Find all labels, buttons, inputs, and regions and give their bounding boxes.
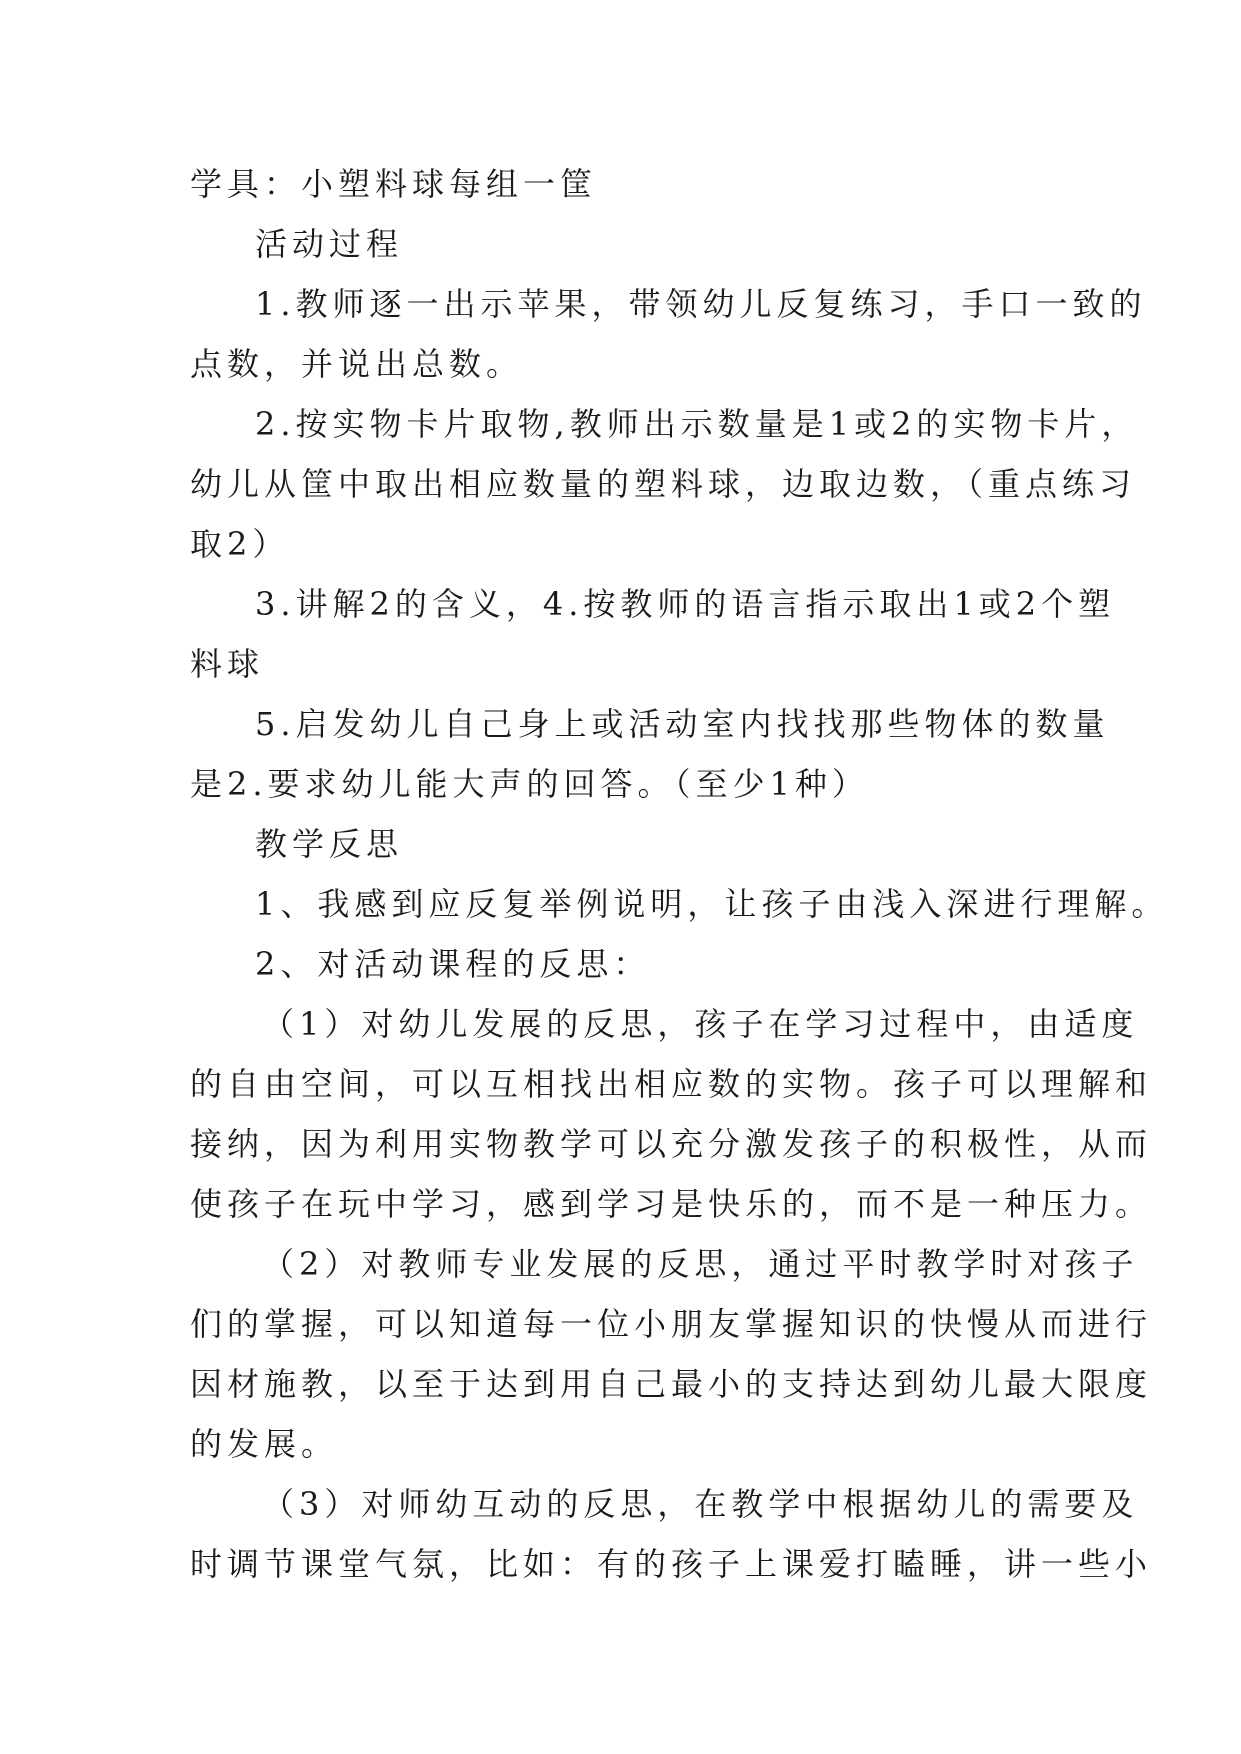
text-line: 3.讲解2的含义，4.按教师的语言指示取出1或2个塑 [255, 585, 1116, 623]
section-heading: 教学反思 [255, 825, 404, 863]
text-line: 点数，并说出总数。 [190, 345, 524, 383]
text-line: 学具：小塑料球每组一筐 [190, 165, 598, 203]
text-line: 接纳，因为利用实物教学可以充分激发孩子的积极性，从而 [190, 1125, 1153, 1163]
section-heading: 活动过程 [255, 225, 404, 263]
text-line: 因材施教，以至于达到用自己最小的支持达到幼儿最大限度 [190, 1365, 1153, 1403]
text-line: 的发展。 [190, 1425, 339, 1463]
text-line: 是2.要求幼儿能大声的回答。（至少1种） [190, 765, 869, 803]
text-line: （2）对教师专业发展的反思，通过平时教学时对孩子 [262, 1245, 1139, 1283]
text-line: 使孩子在玩中学习，感到学习是快乐的，而不是一种压力。 [190, 1185, 1153, 1223]
text-line: 5.启发幼儿自己身上或活动室内找找那些物体的数量 [255, 705, 1110, 743]
text-line: 2.按实物卡片取物,教师出示数量是1或2的实物卡片， [255, 405, 1139, 443]
text-line: （3）对师幼互动的反思，在教学中根据幼儿的需要及 [262, 1485, 1139, 1523]
text-line: （1）对幼儿发展的反思，孩子在学习过程中，由适度 [262, 1005, 1139, 1043]
text-line: 1.教师逐一出示苹果，带领幼儿反复练习，手口一致的 [255, 285, 1147, 323]
text-line: 时调节课堂气氛，比如：有的孩子上课爱打瞌睡，讲一些小 [190, 1545, 1153, 1583]
text-line: 2、对活动课程的反思： [255, 945, 651, 983]
text-line: 取2） [190, 525, 290, 563]
text-line: 1、我感到应反复举例说明，让孩子由浅入深进行理解。 [255, 885, 1169, 923]
text-line: 幼儿从筐中取出相应数量的塑料球，边取边数，（重点练习 [190, 465, 1137, 503]
text-line: 的自由空间，可以互相找出相应数的实物。孩子可以理解和 [190, 1065, 1153, 1103]
text-line: 料球 [190, 645, 265, 683]
text-line: 们的掌握，可以知道每一位小朋友掌握知识的快慢从而进行 [190, 1305, 1153, 1343]
